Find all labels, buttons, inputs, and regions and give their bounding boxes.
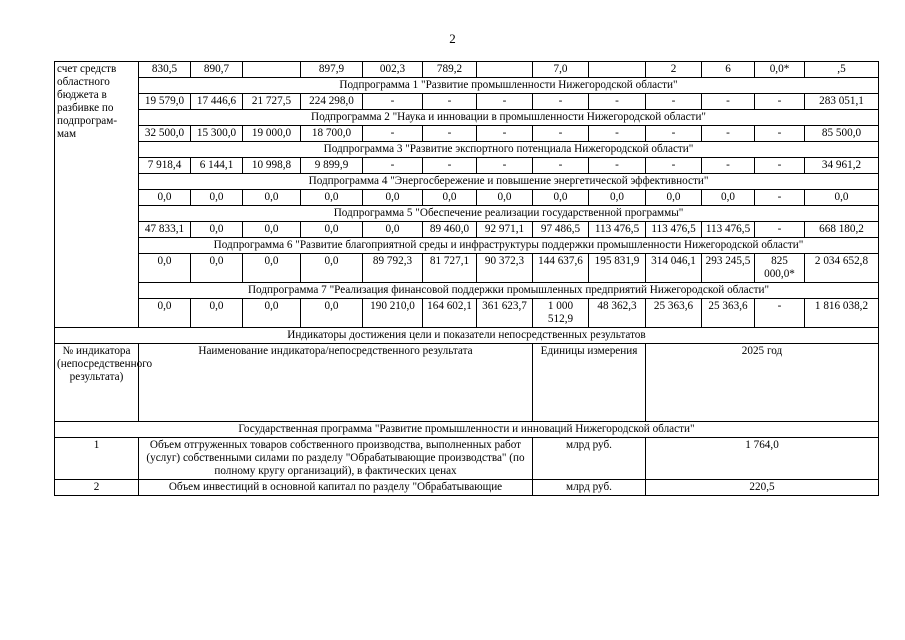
table-cell: 830,5 bbox=[139, 62, 191, 78]
subprogram-title: Подпрограмма 4 "Энергосбережение и повышение энергетической эффективности" bbox=[139, 174, 879, 190]
table-cell: 0,0 bbox=[301, 190, 363, 206]
table-cell: 81 727,1 bbox=[423, 254, 477, 283]
subprogram-title: Подпрограмма 5 "Обеспечение реализации государственной программы" bbox=[139, 206, 879, 222]
table-cell: - bbox=[702, 126, 755, 142]
table-cell: 224 298,0 bbox=[301, 94, 363, 110]
subprogram-title: Подпрограмма 6 "Развитие благоприятной среды и инфраструктуры поддержки промышленности Нижегородской области" bbox=[139, 238, 879, 254]
table-cell: - bbox=[533, 94, 589, 110]
table-cell: - bbox=[423, 94, 477, 110]
indicator-value: 220,5 bbox=[646, 480, 879, 496]
table-cell: 21 727,5 bbox=[243, 94, 301, 110]
table-cell: 0,0 bbox=[589, 190, 646, 206]
table-cell: 361 623,7 bbox=[477, 299, 533, 328]
table-cell: - bbox=[755, 126, 805, 142]
subprogram-title: Подпрограмма 1 "Развитие промышленности Нижегородской области" bbox=[139, 78, 879, 94]
table-cell: - bbox=[589, 126, 646, 142]
table-cell: 92 971,1 bbox=[477, 222, 533, 238]
indicator-row bbox=[55, 480, 879, 496]
table-cell: - bbox=[646, 126, 702, 142]
table-cell: 283 051,1 bbox=[805, 94, 879, 110]
table-cell: 10 998,8 bbox=[243, 158, 301, 174]
table-cell: 0,0 bbox=[646, 190, 702, 206]
table-cell: 190 210,0 bbox=[363, 299, 423, 328]
table-cell: 195 831,9 bbox=[589, 254, 646, 283]
subprogram-title: Подпрограмма 3 "Развитие экспортного потенциала Нижегородской области" bbox=[139, 142, 879, 158]
table-cell: 164 602,1 bbox=[423, 299, 477, 328]
subprogram-title: Подпрограмма 2 "Наука и инновации в промышленности Нижегородской области" bbox=[139, 110, 879, 126]
table-cell: 7,0 bbox=[533, 62, 589, 78]
subprogram-values-row bbox=[55, 254, 879, 283]
table-cell: 668 180,2 bbox=[805, 222, 879, 238]
table-cell: - bbox=[646, 94, 702, 110]
table-cell: 15 300,0 bbox=[191, 126, 243, 142]
table-cell: - bbox=[423, 158, 477, 174]
table-cell: 1 816 038,2 bbox=[805, 299, 879, 328]
table-cell: 18 700,0 bbox=[301, 126, 363, 142]
table-cell: ,5 bbox=[805, 62, 879, 78]
table-cell bbox=[477, 62, 533, 78]
table-cell: 0,0 bbox=[191, 190, 243, 206]
table-cell: 6 bbox=[702, 62, 755, 78]
table-cell: 90 372,3 bbox=[477, 254, 533, 283]
table-cell: 0,0 bbox=[533, 190, 589, 206]
table-cell: 47 833,1 bbox=[139, 222, 191, 238]
subprogram-title-row bbox=[55, 174, 879, 190]
indicator-num: 1 bbox=[55, 438, 139, 480]
table-cell: - bbox=[589, 94, 646, 110]
table-cell: 0,0 bbox=[805, 190, 879, 206]
table-cell: 890,7 bbox=[191, 62, 243, 78]
table-cell: - bbox=[755, 158, 805, 174]
table-cell: 113 476,5 bbox=[589, 222, 646, 238]
program-title: Государственная программа "Развитие промышленности и инноваций Нижегородской области" bbox=[55, 422, 879, 438]
subprogram-values-row bbox=[55, 126, 879, 142]
indicator-unit: млрд руб. bbox=[533, 438, 646, 480]
table-cell: 0,0 bbox=[423, 190, 477, 206]
table-cell: 314 046,1 bbox=[646, 254, 702, 283]
indicators-columns-row bbox=[55, 344, 879, 422]
table-cell: 17 446,6 bbox=[191, 94, 243, 110]
table-cell: 0,0 bbox=[191, 254, 243, 283]
table-cell: 0,0 bbox=[301, 222, 363, 238]
table-cell: 144 637,6 bbox=[533, 254, 589, 283]
table-cell: 293 245,5 bbox=[702, 254, 755, 283]
page-number: 2 bbox=[449, 31, 456, 46]
table-cell: 0,0 bbox=[243, 254, 301, 283]
table-cell: 97 486,5 bbox=[533, 222, 589, 238]
table-cell: - bbox=[755, 94, 805, 110]
subprogram-title-row bbox=[55, 110, 879, 126]
table-cell bbox=[243, 62, 301, 78]
subprogram-title-row bbox=[55, 142, 879, 158]
table-cell: 1 000 512,9 bbox=[533, 299, 589, 328]
subprogram-values-row bbox=[55, 299, 879, 328]
table-cell: - bbox=[533, 126, 589, 142]
table-cell: 32 500,0 bbox=[139, 126, 191, 142]
col-name-header: Наименование индикатора/непосредственного результата bbox=[139, 344, 533, 422]
subprogram-title-row bbox=[55, 78, 879, 94]
program-title-row bbox=[55, 422, 879, 438]
indicator-row bbox=[55, 438, 879, 480]
table-cell: - bbox=[702, 158, 755, 174]
subprogram-values-row bbox=[55, 94, 879, 110]
table-cell: 48 362,3 bbox=[589, 299, 646, 328]
table-cell: - bbox=[755, 190, 805, 206]
table-cell: 0,0 bbox=[139, 299, 191, 328]
table-cell: 0,0 bbox=[139, 254, 191, 283]
col-num-header: № индикатора (непосредственного результата) bbox=[55, 344, 139, 422]
table-cell: - bbox=[533, 158, 589, 174]
table-cell: - bbox=[477, 94, 533, 110]
indicator-unit: млрд руб. bbox=[533, 480, 646, 496]
table-cell: 0,0 bbox=[363, 222, 423, 238]
table-cell: 0,0 bbox=[139, 190, 191, 206]
table-cell: 25 363,6 bbox=[646, 299, 702, 328]
table-cell: - bbox=[702, 94, 755, 110]
table-cell: - bbox=[755, 222, 805, 238]
budget-table bbox=[54, 61, 879, 496]
subprogram-title-row bbox=[55, 283, 879, 299]
subprogram-title-row bbox=[55, 206, 879, 222]
subprogram-values-row bbox=[55, 222, 879, 238]
table-cell: 25 363,6 bbox=[702, 299, 755, 328]
table-cell: 113 476,5 bbox=[702, 222, 755, 238]
table-cell: - bbox=[755, 299, 805, 328]
table-cell: 7 918,4 bbox=[139, 158, 191, 174]
table-cell: 2 034 652,8 bbox=[805, 254, 879, 283]
col-unit-header: Единицы измерения bbox=[533, 344, 646, 422]
table-cell: 0,0 bbox=[243, 299, 301, 328]
table-cell: - bbox=[477, 158, 533, 174]
table-cell: - bbox=[363, 94, 423, 110]
table-cell: 89 792,3 bbox=[363, 254, 423, 283]
left-label: счет средств областного бюджета в разбивке по подпрограм-мам bbox=[55, 62, 139, 328]
table-cell: 0,0 bbox=[363, 190, 423, 206]
table-cell: 0,0* bbox=[755, 62, 805, 78]
table-cell: 897,9 bbox=[301, 62, 363, 78]
subprogram-values-row bbox=[55, 190, 879, 206]
table-cell: 19 579,0 bbox=[139, 94, 191, 110]
indicators-section-title: Индикаторы достижения цели и показатели непосредственных результатов bbox=[55, 328, 879, 344]
table-cell: 0,0 bbox=[191, 222, 243, 238]
table-cell: 0,0 bbox=[702, 190, 755, 206]
table-cell: - bbox=[423, 126, 477, 142]
table-cell: 113 476,5 bbox=[646, 222, 702, 238]
indicator-name: Объем отгруженных товаров собственного производства, выполненных работ (услуг) собственными силами по разделу "Обрабатывающие производства" (по полному кругу организаций), в фактических ценах bbox=[139, 438, 533, 480]
table-cell: 2 bbox=[646, 62, 702, 78]
table-cell: 89 460,0 bbox=[423, 222, 477, 238]
table-cell: 9 899,9 bbox=[301, 158, 363, 174]
table-cell: 0,0 bbox=[301, 299, 363, 328]
table-cell: - bbox=[363, 158, 423, 174]
col-year-header: 2025 год bbox=[646, 344, 879, 422]
table-cell: - bbox=[589, 158, 646, 174]
table-cell: 825 000,0* bbox=[755, 254, 805, 283]
top-row bbox=[55, 62, 879, 78]
table-cell: 789,2 bbox=[423, 62, 477, 78]
table-cell: 19 000,0 bbox=[243, 126, 301, 142]
indicators-header-row bbox=[55, 328, 879, 344]
table-cell: - bbox=[363, 126, 423, 142]
table-cell: - bbox=[646, 158, 702, 174]
table-cell: - bbox=[477, 126, 533, 142]
table-cell bbox=[589, 62, 646, 78]
table-cell: 85 500,0 bbox=[805, 126, 879, 142]
table-cell: 0,0 bbox=[191, 299, 243, 328]
table-cell: 0,0 bbox=[243, 190, 301, 206]
table-cell: 0,0 bbox=[243, 222, 301, 238]
table-cell: 6 144,1 bbox=[191, 158, 243, 174]
table-cell: 0,0 bbox=[477, 190, 533, 206]
table-cell: 34 961,2 bbox=[805, 158, 879, 174]
indicator-value: 1 764,0 bbox=[646, 438, 879, 480]
indicator-num: 2 bbox=[55, 480, 139, 496]
subprogram-values-row bbox=[55, 158, 879, 174]
table-cell: 0,0 bbox=[301, 254, 363, 283]
indicator-name: Объем инвестиций в основной капитал по разделу "Обрабатывающие bbox=[139, 480, 533, 496]
subprogram-title-row bbox=[55, 238, 879, 254]
subprogram-title: Подпрограмма 7 "Реализация финансовой поддержки промышленных предприятий Нижегородской области" bbox=[139, 283, 879, 299]
table-cell: 002,3 bbox=[363, 62, 423, 78]
